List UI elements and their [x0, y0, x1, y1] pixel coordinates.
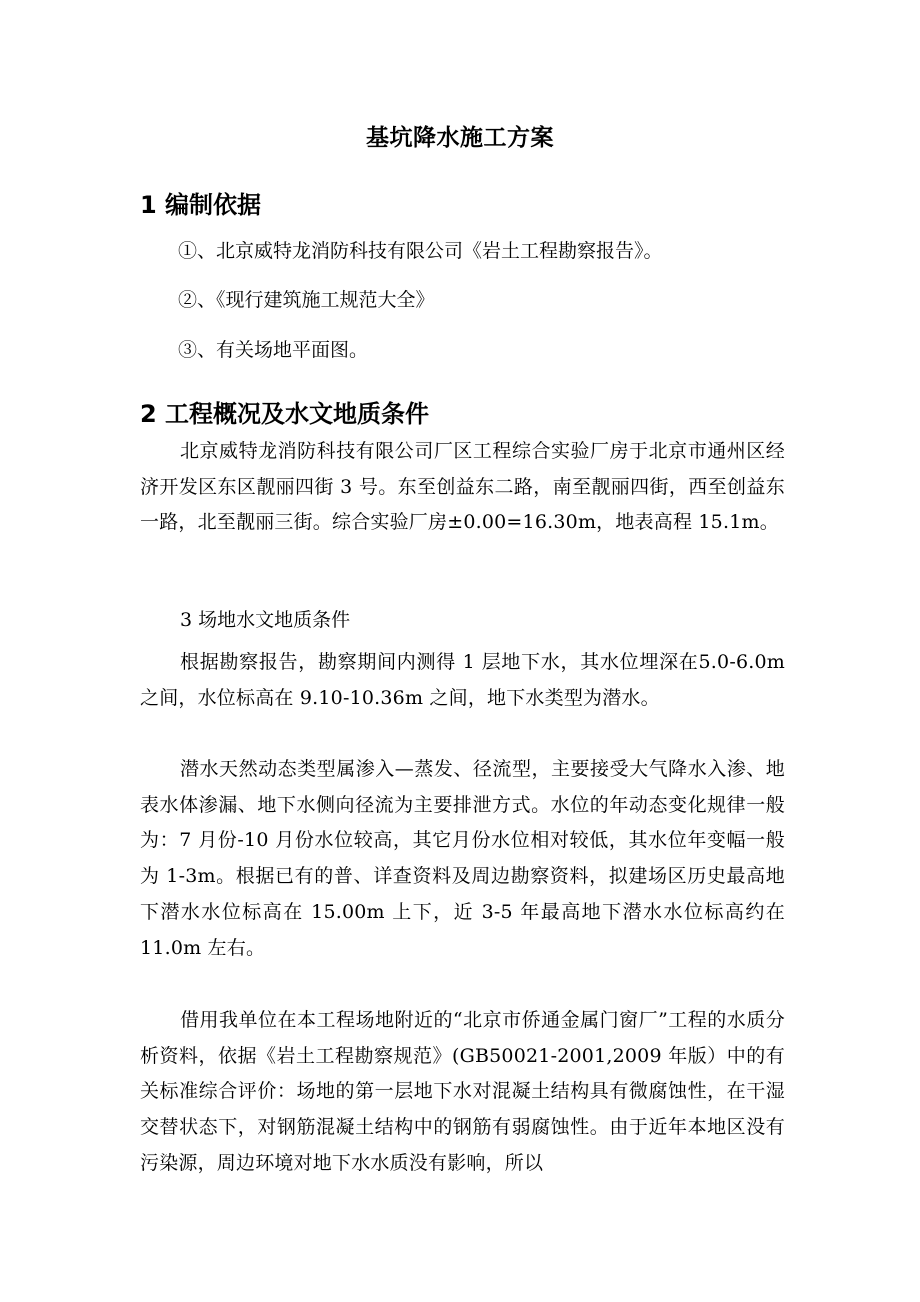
paragraph-groundwater-dynamics: 潜水天然动态类型属渗入—蒸发、径流型，主要接受大气降水入渗、地表水体渗漏、地下水侧向径流为主要排泄方式。水位的年动态变化规律一般为：7 月份-10 月份水位较高，其它月份水位相对较低，其水位年变幅一般为 1-3m。根据已有的普、详查资料及周边勘察资料，拟建场区历史最高地下潜水水位标高在 15.00m 上下，近 3-5 年最高地下潜水水位标高约在 11.0m 左右。	[140, 758, 785, 959]
paragraph-water-quality: 借用我单位在本工程场地附近的“北京市侨通金属门窗厂”工程的水质分析资料，依据《岩土工程勘察规范》(GB50021-2001,2009 年版）中的有关标准综合评价：场地的第一层地下水对混凝土结构具有微腐蚀性，在干湿交替状态下，对钢筋混凝土结构中的钢筋有弱腐蚀性。由于近年本地区没有污染源，周边环境对地下水水质没有影响，所以	[140, 1009, 785, 1174]
paragraph-groundwater-level: 根据勘察报告，勘察期间内测得 1 层地下水，其水位埋深在5.0-6.0m 之间，水位标高在 9.10-10.36m 之间，地下水类型为潜水。	[140, 651, 785, 709]
reference-item-3: ③、有关场地平面图。	[178, 339, 369, 361]
section-heading-overview: 2 工程概况及水文地质条件	[140, 400, 430, 428]
reference-item-1: ①、北京威特龙消防科技有限公司《岩土工程勘察报告》。	[178, 240, 663, 262]
section-heading-basis: 1 编制依据	[140, 191, 262, 219]
reference-item-2: ②、《现行建筑施工规范大全》	[178, 289, 435, 311]
paragraph-project-overview: 北京威特龙消防科技有限公司厂区工程综合实验厂房于北京市通州区经济开发区东区靓丽四街 3 号。东至创益东二路，南至靓丽四街，西至创益东一路，北至靓丽三街。综合实验厂房±0.00=16.30m，地表高程 15.1m。	[140, 440, 785, 534]
subheading-hydrogeology: 3 场地水文地质条件	[180, 609, 351, 631]
document-title: 基坑降水施工方案	[366, 125, 554, 151]
